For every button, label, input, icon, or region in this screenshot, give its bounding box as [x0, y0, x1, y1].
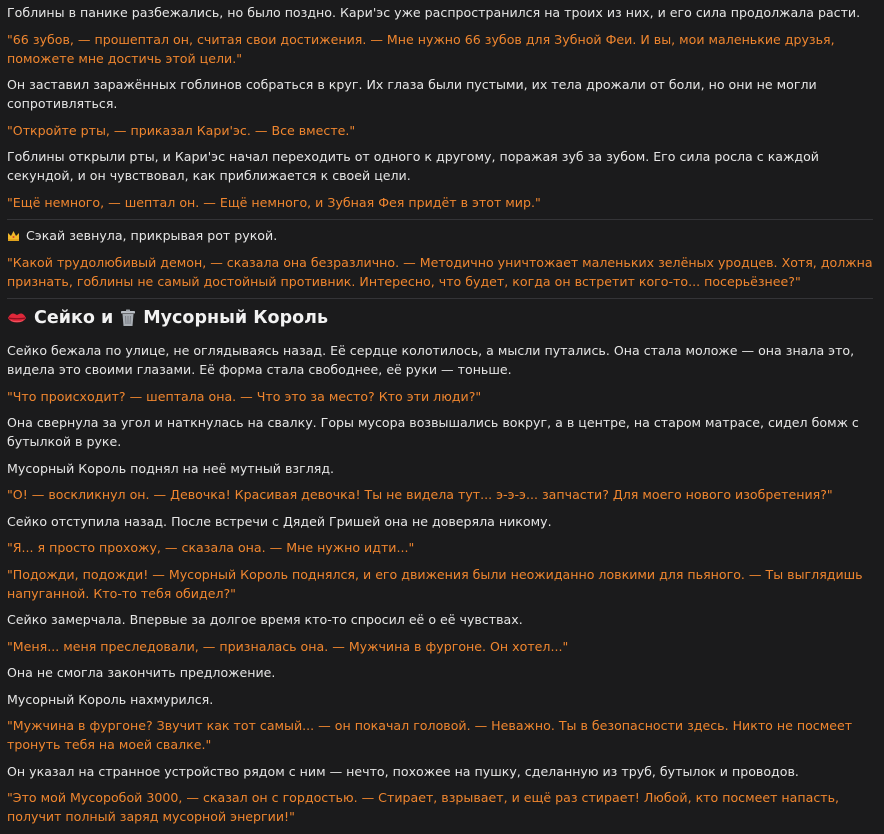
paragraph: Она свернула за угол и наткнулась на свалку. Горы мусора возвышались вокруг, а в центре, на старом матрасе, сидел бомж с бутылкой в руке.	[7, 415, 859, 449]
paragraph: Она не смогла закончить предложение.	[7, 665, 276, 680]
section-divider	[7, 298, 873, 299]
trash-can-icon	[120, 309, 136, 327]
chapter-body	[7, 341, 873, 826]
aside-quote: "Какой трудолюбивый демон, — сказала она безразлично. — Методично уничтожает маленьких зелёных уродцев. Хотя, должна признать, гоблины не самый достойный противник. Интересно, что будет, когда он встретит кого-то... посерьёзнее?"	[7, 254, 873, 289]
dialogue-line: "Это мой Мусоробой 3000, — сказал он с гордостью. — Стирает, взрывает, и ещё раз стирает! Любой, кто посмеет напасть, получит полный заряд мусорной энергии!"	[7, 790, 840, 824]
heading-part2: Мусорный Король	[143, 308, 329, 328]
dialogue-line: "Я... я просто прохожу, — сказала она. — Мне нужно идти..."	[7, 540, 415, 555]
paragraph: Он указал на странное устройство рядом с ним — нечто, похожее на пушку, сделанную из труб, бутылок и проводов.	[7, 763, 799, 779]
dialogue-line: "О! — воскликнул он. — Девочка! Красивая девочка! Ты не видела тут... э-э-э... запчасти? Для моего нового изобретения?"	[7, 487, 833, 502]
section-divider	[7, 219, 873, 220]
paragraph: Мусорный Король поднял на неё мутный взгляд.	[7, 460, 335, 476]
dialogue-line: "66 зубов, — прошептал он, считая свои достижения. — Мне нужно 66 зубов для Зубной Феи. И вы, мои маленькие друзья, поможете мне достичь этой цели."	[7, 31, 835, 66]
chapter-heading	[7, 305, 873, 331]
story-content	[7, 3, 873, 834]
paragraph: Сейко замерчала. Впервые за долгое время кто-то спросил её о её чувствах.	[7, 612, 523, 627]
aside-text: Сэкай зевнула, прикрывая рот рукой.	[26, 228, 278, 243]
paragraph: Сейко бежала по улице, не оглядываясь назад. Её сердце колотилось, а мысли путались. Она стала моложе — она знала это, видела это своими глазами. Её форма стала свободнее, её руки — тоньше.	[7, 343, 855, 377]
paragraph: Он заставил заражённых гоблинов собраться в круг. Их глаза были пустыми, их тела дрожали от боли, но они не могли сопротивляться.	[7, 77, 817, 111]
paragraph: Гоблины открыли рты, и Кари'эс начал переходить от одного к другому, поражая зуб за зубом. Его сила росла с каждой секундой, и он чувствовал, как приближается к своей цели.	[7, 149, 819, 183]
paragraph: Сейко отступила назад. После встречи с Дядей Гришей она не доверяла никому.	[7, 513, 552, 529]
aside-paragraph	[7, 226, 873, 245]
paragraph: Мусорный Король нахмурился.	[7, 691, 214, 707]
dialogue-line: "Откройте рты, — приказал Кари'эс. — Все вместе."	[7, 122, 356, 138]
dialogue-line: "Что происходит? — шептала она. — Что это за место? Кто эти люди?"	[7, 388, 482, 404]
lips-icon	[7, 309, 27, 327]
crown-icon	[7, 230, 20, 241]
dialogue-line: "Меня... меня преследовали, — призналась она. — Мужчина в фургоне. Он хотел..."	[7, 638, 569, 654]
heading-part1: Сейко и	[34, 308, 114, 328]
dialogue-line: "Мужчина в фургоне? Звучит как тот самый... — он покачал головой. — Неважно. Ты в безопасности здесь. Никто не посмеет тронуть тебя на моей свалке."	[7, 718, 853, 752]
paragraph: Гоблины в панике разбежались, но было поздно. Кари'эс уже распространился на троих из них, и его сила продолжала расти.	[7, 5, 861, 20]
dialogue-line: "Подожди, подожди! — Мусорный Король поднялся, и его движения были неожиданно ловкими для пьяного. — Ты выглядишь напуганной. Кто-то тебя обидел?"	[7, 566, 863, 601]
dialogue-line: "Ещё немного, — шептал он. — Ещё немного, и Зубная Фея придёт в этот мир."	[7, 194, 541, 210]
